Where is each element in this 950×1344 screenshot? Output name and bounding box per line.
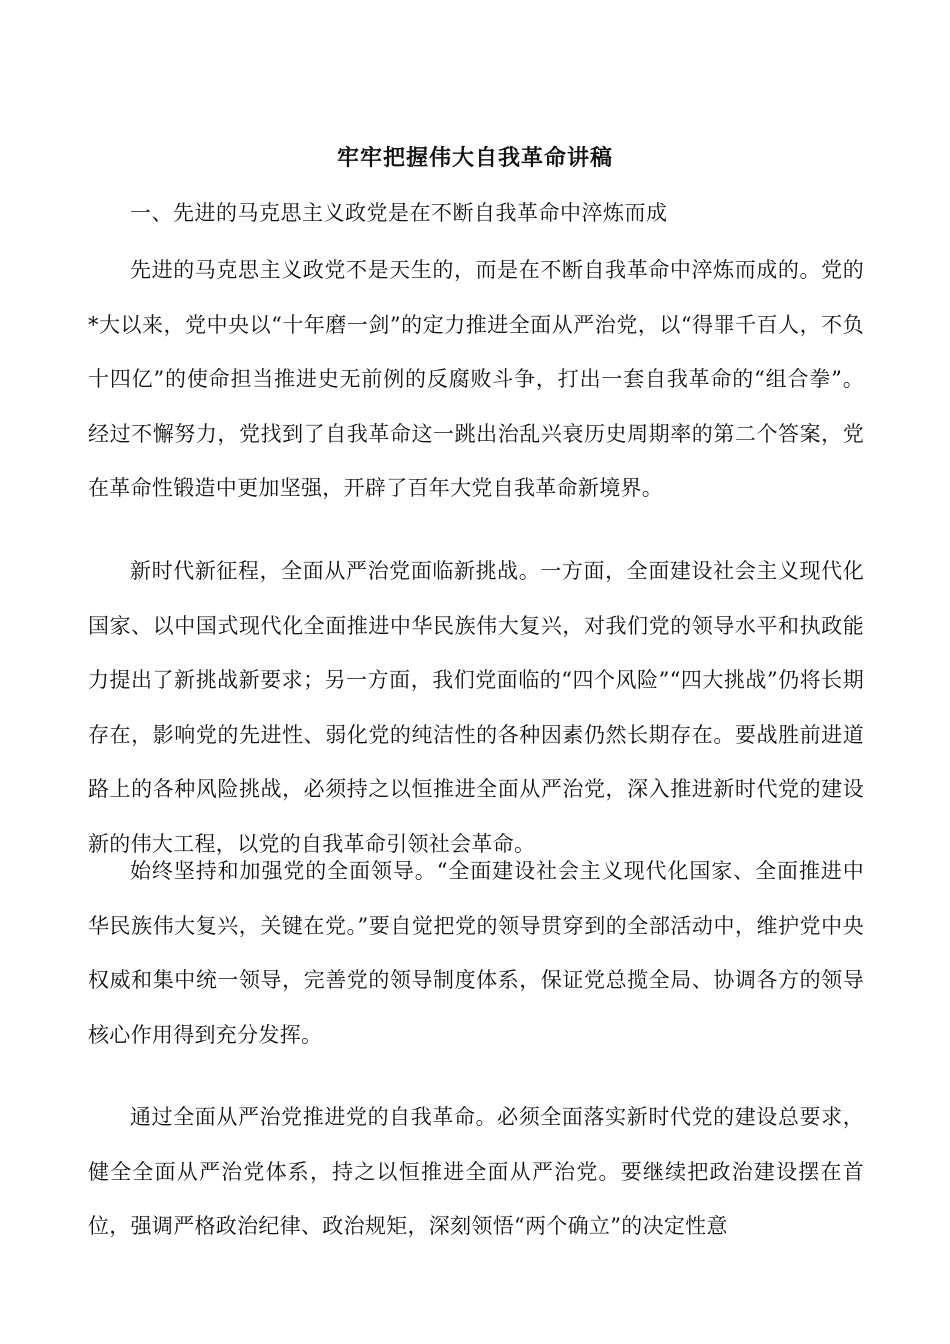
document-title: 牢牢把握伟大自我革命讲稿 <box>336 145 613 171</box>
section-heading: 一、先进的马克思主义政党是在不断自我革命中淬炼而成 <box>130 201 668 225</box>
paragraph-2: 新时代新征程，全面从严治党面临新挑战。一方面，全面建设社会主义现代化国家、以中国式现代化全面推进中华民族伟大复兴，对我们党的领导水平和执政能力提出了新挑战新要求；另一方面，我们党面临的“四个风险”“四大挑战”仍将长期存在，影响党的先进性、弱化党的纯洁性的各种因素仍然长期存在。要战胜前进道路上的各种风险挑战，必须持之以恒推进全面从严治党，深入推进新时代党的建设新的伟大工程，以党的自我革命引领社会革命。 <box>88 559 864 856</box>
paragraph-3: 始终坚持和加强党的全面领导。“全面建设社会主义现代化国家、全面推进中华民族伟大复兴，关键在党。”要自觉把党的领导贯穿到的全部活动中，维护党中央权威和集中统一领导，完善党的领导制度体系，保证党总揽全局、协调各方的领导核心作用得到充分发挥。 <box>88 859 864 1047</box>
paragraph-1: 先进的马克思主义政党不是天生的，而是在不断自我革命中淬炼而成的。党的*大以来，党中央以“十年磨一剑”的定力推进全面从严治党，以“得罪千百人，不负十四亿”的使命担当推进史无前例的反腐败斗争，打出一套自我革命的“组合拳”。经过不懈努力，党找到了自我革命这一跳出治乱兴衰历史周期率的第二个答案，党在革命性锻造中更加坚强，开辟了百年大党自我革命新境界。 <box>88 258 864 500</box>
paragraph-4: 通过全面从严治党推进党的自我革命。必须全面落实新时代党的建设总要求，健全全面从严治党体系，持之以恒推进全面从严治党。要继续把政治建设摆在首位，强调严格政治纪律、政治规矩，深刻领悟“两个确立”的决定性意 <box>88 1105 864 1238</box>
